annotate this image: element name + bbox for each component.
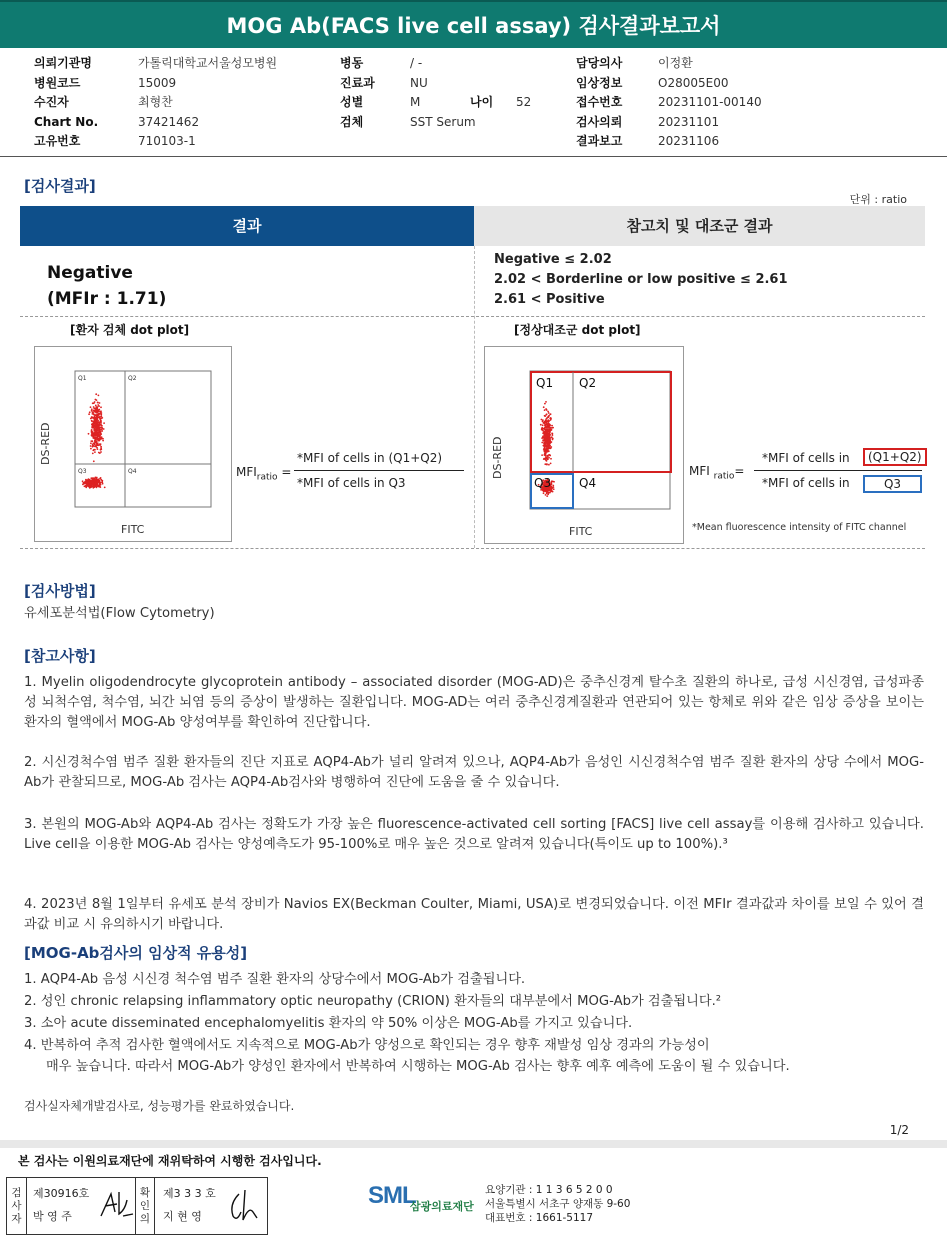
dot	[95, 425, 97, 427]
dot	[96, 419, 98, 421]
dot	[96, 412, 98, 414]
confirmer-name: 지 현 영	[163, 1210, 202, 1223]
dot	[85, 480, 87, 482]
mfi-footnote: *Mean fluorescence intensity of FITC channel	[692, 522, 907, 533]
result-bottom-divider	[20, 548, 925, 549]
dot	[97, 402, 99, 404]
value-doctor: 이정환	[658, 56, 693, 70]
confirmer-signature-icon	[225, 1186, 265, 1226]
dot	[544, 427, 546, 429]
dot	[94, 430, 96, 432]
result-mfir: (MFIr : 1.71)	[47, 289, 167, 309]
result-divider	[20, 316, 925, 317]
dot	[548, 457, 550, 459]
dot	[85, 485, 87, 487]
value-hospital-code: 15009	[138, 75, 177, 90]
dot	[100, 446, 102, 448]
dot	[92, 479, 94, 481]
dot	[95, 399, 97, 401]
dot	[101, 480, 103, 482]
dot	[93, 421, 95, 423]
patient-q1-label: Q1	[78, 375, 87, 382]
patient-q3-label: Q3	[78, 468, 87, 475]
dot	[544, 435, 546, 437]
column-divider	[474, 246, 475, 548]
validation-note: 검사실자체개발검사로, 성능평가를 완료하였습니다.	[24, 1099, 295, 1113]
dot	[541, 427, 543, 429]
clinical-section-title: [MOG-Ab검사의 임상적 유용성]	[24, 944, 248, 962]
dot	[543, 406, 545, 408]
dot	[90, 445, 92, 447]
dot	[540, 424, 542, 426]
result-table	[20, 206, 925, 549]
dot	[549, 437, 551, 439]
dot	[550, 490, 552, 492]
dot	[96, 434, 98, 436]
dot	[100, 406, 102, 408]
dot	[543, 458, 545, 460]
dot	[92, 440, 94, 442]
clinical-item-2: 2. 성인 chronic relapsing inflammatory optic neuropathy (CRION) 환자들의 대부분에서 MOG-Ab가 검출됩니다.²	[24, 994, 722, 1009]
dot	[92, 417, 94, 419]
dot	[551, 425, 553, 427]
dot	[99, 418, 101, 420]
control-x-axis-label: FITC	[569, 525, 593, 538]
ref-positive: 2.61 < Positive	[494, 292, 605, 307]
control-plot-label: [정상대조군 dot plot]	[514, 323, 641, 337]
notes-section-title: [참고사항]	[24, 647, 96, 665]
dot	[550, 463, 552, 465]
value-receipt-no: 20231101-00140	[658, 95, 762, 109]
dot	[547, 444, 549, 446]
value-clinical-info: O28005E00	[658, 75, 729, 90]
dot	[103, 428, 105, 430]
mfi-sub: ratio	[713, 471, 735, 482]
tester-license: 제30916호	[33, 1187, 90, 1200]
unit-label: 단위 : ratio	[849, 193, 907, 206]
dot	[83, 482, 85, 484]
dot	[88, 433, 90, 435]
clinical-item-3: 3. 소아 acute disseminated encephalomyelitis 환자의 약 50% 이상은 MOG-Ab를 가지고 있습니다.	[24, 1016, 633, 1031]
control-dot-plot	[484, 346, 684, 544]
dot	[548, 441, 550, 443]
dot	[88, 480, 90, 482]
info-col-1	[34, 54, 277, 152]
patient-dot-plot	[34, 346, 232, 542]
dot	[92, 432, 94, 434]
dot	[546, 418, 548, 420]
control-q2-label: Q2	[579, 376, 597, 390]
value-chart-no: 37421462	[138, 114, 200, 129]
dot	[92, 425, 94, 427]
dot	[95, 420, 97, 422]
dot	[552, 439, 554, 441]
dot	[547, 437, 549, 439]
note-1: 1. Myelin oligodendrocyte glycoprotein antibody – associated disorder (MOG-AD)은 중추신경계 탈수초 질환의 하나로, 급성 시신경염, 급성파종성 뇌척수염, 척수염, 뇌간 뇌염 등의 증상이 발생하는 질환입니다. MOG-AD는 여러 중추신경계질환과 연관되어 있는 항체로 위와 같은 임상 증상을 보이는 환자의 혈액에서 MOG-Ab 양성여부를 확인하여 진단합니다.	[24, 675, 924, 730]
dot	[553, 488, 555, 490]
org-logo: SML	[368, 1182, 416, 1209]
note-3: 3. 본원의 MOG-Ab와 AQP4-Ab 검사는 정확도가 가장 높은 fluorescence-activated cell sorting [FACS] live cell assay를 이용해 검사하고 있습니다. Live cell을 이용한 MOG-Ab 검사는 양성예측도가 95-100%로 매우 높은 것으로 알려져 있습니다(특이도 up to 100%).³	[24, 817, 924, 852]
dot	[91, 434, 93, 436]
dot	[544, 451, 546, 453]
value-report-date: 20231106	[658, 134, 720, 148]
method-text: 유세포분석법(Flow Cytometry)	[24, 606, 215, 621]
dot	[544, 421, 546, 423]
dot	[91, 429, 93, 431]
patient-fraction-line	[294, 470, 464, 471]
dot	[94, 484, 96, 486]
dot	[545, 432, 547, 434]
dot	[99, 482, 101, 484]
dot	[546, 493, 548, 495]
dot	[100, 431, 102, 433]
dot	[546, 457, 548, 459]
clinical-item-1: 1. AQP4-Ab 음성 시신경 척수염 범주 질환 환자의 상당수에서 MOG-Ab가 검출됩니다.	[24, 972, 526, 987]
dot	[85, 479, 87, 481]
dot	[101, 437, 103, 439]
info-col-3	[576, 54, 762, 152]
dot	[546, 447, 548, 449]
dot	[96, 442, 98, 444]
patient-numerator: *MFI of cells in (Q1+Q2)	[297, 451, 443, 465]
dot	[94, 479, 96, 481]
dot	[548, 450, 550, 452]
control-fraction-line	[754, 470, 922, 471]
info-col-2	[340, 54, 531, 132]
dot	[92, 402, 94, 404]
value-request-date: 20231101	[658, 114, 720, 129]
dot	[545, 430, 547, 432]
dot	[541, 419, 543, 421]
tester-name: 박 영 주	[33, 1210, 72, 1223]
dot	[89, 411, 91, 413]
confirmer-label: 확인의	[135, 1178, 155, 1234]
dot	[91, 420, 93, 422]
dot	[544, 463, 546, 465]
value-specimen: SST Serum	[410, 114, 476, 129]
signature-table	[6, 1177, 268, 1235]
dot	[550, 429, 552, 431]
dot	[96, 433, 98, 435]
dot	[549, 447, 551, 449]
result-header: 결과	[20, 206, 474, 246]
dot	[91, 482, 93, 484]
dot	[100, 449, 102, 451]
dot	[98, 428, 100, 430]
dot	[98, 439, 100, 441]
value-department: NU	[410, 75, 428, 90]
dot	[99, 452, 101, 454]
result-value	[47, 260, 166, 312]
dot	[545, 424, 547, 426]
dot	[100, 420, 102, 422]
dot	[546, 413, 548, 415]
dot	[94, 428, 96, 430]
org-street: 서울특별시 서초구 양재동 9-60	[485, 1198, 631, 1210]
tester-label: 검사자	[7, 1178, 27, 1234]
dot	[94, 437, 96, 439]
dot	[548, 454, 550, 456]
reference-header: 참고치 및 대조군 결과	[474, 206, 925, 246]
dot	[97, 444, 99, 446]
dot	[94, 414, 96, 416]
control-numerator: *MFI of cells in	[762, 451, 850, 465]
dot	[90, 448, 92, 450]
dot	[91, 410, 93, 412]
dot	[547, 432, 549, 434]
dot	[547, 411, 549, 413]
patient-q4-label: Q4	[128, 468, 137, 475]
org-address	[485, 1183, 630, 1225]
label-receipt-no: 접수번호	[576, 95, 623, 109]
dot	[95, 405, 97, 407]
dot	[95, 482, 97, 484]
dot	[544, 415, 546, 417]
control-denominator: *MFI of cells in	[762, 476, 850, 490]
dot	[100, 414, 102, 416]
dot	[548, 492, 550, 494]
dot	[98, 484, 100, 486]
dot	[95, 439, 97, 441]
label-clinical-info: 임상정보	[576, 75, 623, 90]
dot	[96, 407, 98, 409]
label-requesting-institution: 의뢰기관명	[34, 56, 92, 70]
dot	[547, 420, 549, 422]
dot	[545, 450, 547, 452]
value-ward: / -	[410, 56, 423, 70]
dot	[90, 477, 92, 479]
reference-ranges	[494, 250, 788, 310]
dot	[546, 464, 548, 466]
dot	[94, 423, 96, 425]
label-request-date: 검사의뢰	[576, 114, 623, 129]
dot	[97, 423, 99, 425]
label-age: 나이	[470, 95, 494, 109]
dot	[547, 448, 549, 450]
result-section-title: [검사결과]	[24, 177, 96, 195]
mfi-sub: ratio	[256, 472, 278, 483]
dot	[99, 427, 101, 429]
patient-x-axis-label: FITC	[121, 523, 145, 536]
dot	[85, 487, 87, 489]
dot	[89, 482, 91, 484]
dot	[552, 491, 554, 493]
label-hospital-code: 병원코드	[34, 75, 81, 90]
dot	[103, 422, 105, 424]
label-department: 진료과	[340, 75, 375, 90]
dot	[99, 423, 101, 425]
dot	[543, 445, 545, 447]
dot	[543, 492, 545, 494]
dot	[94, 444, 96, 446]
control-q4-label: Q4	[579, 476, 597, 490]
dot	[93, 460, 95, 462]
dot	[547, 494, 549, 496]
org-name: 삼광의료재단	[410, 1200, 474, 1213]
dot	[102, 440, 104, 442]
dot	[101, 425, 103, 427]
dot	[94, 451, 96, 453]
dot	[93, 423, 95, 425]
dot	[546, 436, 548, 438]
note-4: 4. 2023년 8월 1일부터 유세포 분석 장비가 Navios EX(Beckman Coulter, Miami, USA)로 변경되었습니다. 이전 MFIr 결과값과 차이를 보일 수 있어 결과값 비교 시 유의하시기 바랍니다.	[24, 897, 924, 932]
dot	[99, 402, 101, 404]
dot	[99, 416, 101, 418]
control-q3-label: Q3	[534, 476, 552, 490]
dot	[99, 443, 101, 445]
dot	[94, 419, 96, 421]
dot	[543, 449, 545, 451]
dot	[93, 445, 95, 447]
label-ward: 병동	[340, 56, 364, 70]
dot	[549, 414, 551, 416]
value-patient: 최형찬	[138, 95, 173, 109]
dot	[545, 442, 547, 444]
method-section-title: [검사방법]	[24, 582, 96, 600]
dot	[544, 403, 546, 405]
dot	[548, 415, 550, 417]
patient-plot-label: [환자 검체 dot plot]	[70, 323, 190, 337]
value-sex: M	[410, 95, 421, 109]
label-doctor: 담당의사	[576, 56, 623, 70]
clinical-item-4-cont: 매우 높습니다. 따라서 MOG-Ab가 양성인 환자에서 반복하여 시행하는 MOG-Ab 검사는 향후 예후 예측에 도움이 될 수 있습니다.	[46, 1059, 790, 1074]
dot	[90, 442, 92, 444]
dot	[101, 416, 103, 418]
dot	[95, 445, 97, 447]
label-unique-id: 고유번호	[34, 134, 81, 148]
page-number: 1/2	[889, 1123, 909, 1137]
dot	[548, 429, 550, 431]
report-title: MOG Ab(FACS live cell assay) 검사결과보고서	[0, 0, 947, 48]
ref-borderline: 2.02 < Borderline or low positive ≤ 2.61	[494, 272, 788, 287]
dot	[547, 423, 549, 425]
label-patient: 수진자	[34, 95, 69, 109]
label-sex: 성별	[340, 95, 364, 109]
patient-y-axis-label: DS-RED	[39, 422, 52, 465]
dot	[94, 417, 96, 419]
dot	[550, 446, 552, 448]
dot	[542, 439, 544, 441]
patient-mfi-ratio-label: $MFI_{ratio}$ =	[236, 465, 292, 483]
info-divider	[0, 156, 947, 157]
mfi-text: MFI	[236, 465, 257, 479]
value-age: 52	[516, 95, 532, 109]
footer-band	[0, 1140, 947, 1148]
dot	[548, 435, 550, 437]
control-y-axis-label: DS-RED	[491, 436, 504, 479]
dot	[550, 458, 552, 460]
dot	[101, 430, 103, 432]
dot	[88, 485, 90, 487]
dot	[541, 442, 543, 444]
org-code: 요양기관 : 1 1 3 6 5 2 0 0	[485, 1184, 613, 1196]
value-unique-id: 710103-1	[138, 134, 196, 148]
dot	[553, 486, 555, 488]
dot	[98, 395, 100, 397]
dot	[546, 409, 548, 411]
dot	[545, 457, 547, 459]
value-requesting-institution: 가톨릭대학교서울성모병원	[138, 56, 278, 70]
dot	[552, 433, 554, 435]
dot	[99, 478, 101, 480]
dot	[90, 484, 92, 486]
dot	[552, 485, 554, 487]
patient-q2-label: Q2	[128, 375, 137, 382]
dot	[88, 413, 90, 415]
dot	[546, 495, 548, 497]
control-numerator-box: (Q1+Q2)	[863, 448, 927, 466]
result-status: Negative	[47, 263, 133, 283]
dot	[544, 409, 546, 411]
dot	[93, 411, 95, 413]
dot	[548, 464, 550, 466]
note-2: 2. 시신경척수염 범주 질환 환자들의 진단 지표로 AQP4-Ab가 널리 알려져 있으나, AQP4-Ab가 음성인 시신경척수염 범주 질환 환자의 상당 수에서 MOG-Ab가 관찰되므로, MOG-Ab 검사는 AQP4-Ab검사와 병행하여 진단에 도움을 줄 수 있습니다.	[24, 755, 924, 790]
dot	[541, 429, 543, 431]
dot	[547, 434, 549, 436]
ref-negative: Negative ≤ 2.02	[494, 252, 612, 267]
confirmer-license: 제3 3 3 호	[163, 1187, 216, 1200]
dot	[101, 412, 103, 414]
patient-denominator: *MFI of cells in Q3	[297, 476, 406, 490]
dot	[544, 444, 546, 446]
label-specimen: 검체	[340, 114, 364, 129]
dot	[92, 450, 94, 452]
control-q1-label: Q1	[536, 376, 554, 390]
dot	[93, 434, 95, 436]
dot	[90, 418, 92, 420]
tester-signature-icon	[97, 1188, 137, 1224]
control-denominator-box: Q3	[863, 475, 922, 493]
dot	[553, 481, 555, 483]
label-report-date: 결과보고	[576, 134, 623, 148]
dot	[545, 455, 547, 457]
org-phone: 대표번호 : 1661-5117	[485, 1212, 594, 1224]
dot	[549, 443, 551, 445]
mfi-text: MFI	[689, 464, 710, 478]
subcontract-note: 본 검사는 이원의료재단에 재위탁하여 시행한 검사입니다.	[18, 1154, 322, 1168]
dot	[545, 401, 547, 403]
dot	[98, 486, 100, 488]
dot	[542, 424, 544, 426]
dot	[91, 427, 93, 429]
dot	[96, 415, 98, 417]
label-chart-no: Chart No.	[34, 114, 99, 129]
control-plot-svg	[485, 347, 683, 543]
dot	[97, 430, 99, 432]
dot	[545, 494, 547, 496]
dot	[92, 453, 94, 455]
dot	[93, 486, 95, 488]
dot	[97, 410, 99, 412]
dot	[99, 480, 101, 482]
dot	[551, 427, 553, 429]
dot	[542, 432, 544, 434]
dot	[97, 404, 99, 406]
clinical-item-4: 4. 반복하여 추적 검사한 혈액에서도 지속적으로 MOG-Ab가 양성으로 확인되는 경우 향후 재발성 임상 경과의 가능성이	[24, 1038, 710, 1053]
dot	[541, 454, 543, 456]
dot	[541, 437, 543, 439]
patient-plot-svg	[35, 347, 231, 541]
dot	[98, 426, 100, 428]
dot	[90, 406, 92, 408]
patient-info	[0, 54, 947, 154]
dot	[550, 418, 552, 420]
dot	[95, 393, 97, 395]
dot	[550, 427, 552, 429]
dot	[104, 487, 106, 489]
control-mfi-ratio-label: MFI $_{ratio}$=	[689, 464, 745, 482]
